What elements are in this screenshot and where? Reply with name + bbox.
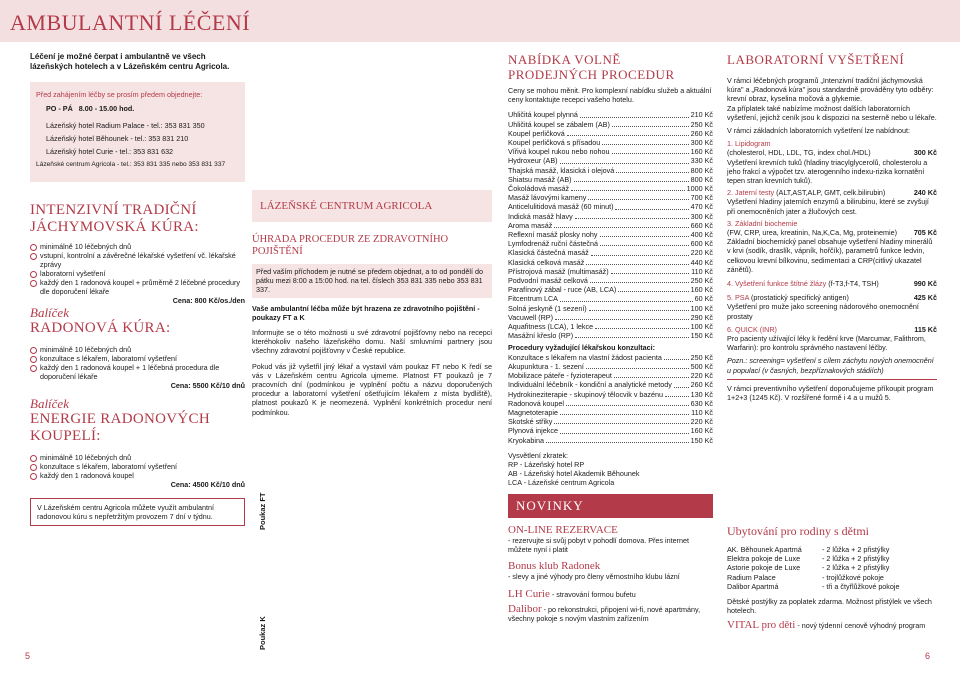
leader-dots bbox=[546, 436, 689, 443]
item-price: 210 Kč bbox=[690, 110, 713, 120]
balicek-label: Balíček bbox=[30, 305, 69, 321]
item-price: 220 Kč bbox=[690, 371, 713, 381]
heading-energie: ENERGIE RADONOVÝCH KOUPELÍ: bbox=[30, 411, 210, 445]
family-section bbox=[727, 524, 937, 631]
item-name: Hydrokineziterapie - skupinový tělocvik v bazénu bbox=[508, 389, 664, 399]
lab-box: V rámci preventivního vyšetření doporučujeme příkoupit program 1+2+3 (1245 Kč). V rozšířené formě i 4 a u mužů 5. bbox=[727, 379, 937, 402]
order-heading: Před zahájením léčby se prosím předem objednejte: bbox=[36, 90, 203, 99]
item-name: Solná jeskyně (1 sezení) bbox=[508, 303, 587, 313]
agricola-note: V Lázeňském centru Agricola můžete využít ambulantní radonovou kúru s nepřetržitým provozem 7 dní v týdnu. bbox=[30, 498, 245, 526]
item-name: Vacuwell (RP) bbox=[508, 312, 553, 322]
item-price: 660 Kč bbox=[690, 220, 713, 230]
item-name: Plynová injekce bbox=[508, 426, 558, 436]
item-price: 160 Kč bbox=[690, 285, 713, 295]
leader-dots bbox=[600, 230, 689, 237]
lab-5-price: 425 Kč bbox=[913, 293, 937, 303]
lab-1-price: 300 Kč bbox=[913, 148, 937, 158]
item-name: Uhličitá koupel se zábalem (AB) bbox=[508, 119, 610, 129]
doc-procedures-list bbox=[508, 353, 713, 445]
price-row bbox=[508, 331, 713, 340]
price-row bbox=[508, 313, 713, 322]
price-row bbox=[508, 399, 713, 408]
leader-dots bbox=[574, 175, 689, 182]
price-row bbox=[508, 248, 713, 257]
hotel-name: Astorie pokoje de Luxe bbox=[727, 563, 801, 573]
price-row bbox=[508, 426, 713, 435]
vital-heading: VITAL pro děti bbox=[727, 619, 796, 632]
abbr-heading: Vysvětlení zkratek: bbox=[508, 450, 569, 460]
lab-3-text: Základní biochemický panel obsahuje vyšetření hladiny minerálů v krvi (sodík, draslík, vápník, hořčík), parametrů funkce ledvin, celkovou krevní bílkovinu, sedimentaci a CRP(citlivý ukazatel zánětů). bbox=[727, 237, 933, 274]
price-row bbox=[508, 276, 713, 285]
hours-time: 8.00 - 15.00 hod. bbox=[78, 104, 135, 114]
lab-3-price: 705 Kč bbox=[913, 228, 937, 238]
paragraph-2: Pokud vás již vyšetřil jiný lékař a vystavil vám poukaz FT nebo K ředí se vás v Lázeňském centru Agricola ujmeme. Platnost FT poukazů je 7 pracovních dní (podmínkou je vyplnění počtu a názvu doporučených procedur a laboratorní vyšetření ošetřujícím lékařem z místa bydliště), platnost poukazů K je neomezená. Vyplnění konkrétních procedur není podmínkou. bbox=[252, 361, 492, 417]
heading-uhrada: ÚHRADA PROCEDUR ZE ZDRAVOTNÍHO POJIŠTĚNÍ bbox=[252, 234, 449, 257]
family-heading: Ubytování pro rodiny s dětmi bbox=[727, 524, 869, 538]
item-name: Skotské střiky bbox=[508, 417, 553, 427]
lab-2-text: Vyšetření hladiny jaterních enzymů a bilirubinu, které se zvyšují při onemocněních jater a žlučových cest. bbox=[727, 197, 929, 216]
lab-4-price: 990 Kč bbox=[913, 279, 937, 289]
lab-3-title: 3. Základní biochemie bbox=[727, 218, 798, 228]
news-1-text: - rezervujte si svůj pobyt v pohodlí domova. Přes internet můžete nyní i platit bbox=[508, 536, 689, 555]
price-row bbox=[508, 147, 713, 156]
lab-5-detail: (prostatický specifický antigen) bbox=[750, 293, 849, 303]
abbr-3: LCA - Lázeňské centrum Agricola bbox=[508, 478, 615, 488]
leader-dots bbox=[665, 390, 689, 397]
item-name: Přístrojová masáž (multimasáž) bbox=[508, 266, 609, 276]
price-row bbox=[508, 436, 713, 445]
list-item: vstupní, kontrolní a závěrečné lékařské vyšetření vč. lékařské zprávy bbox=[30, 251, 245, 269]
price-row bbox=[508, 417, 713, 426]
heading-procedures: NABÍDKA VOLNĚ PRODEJNÝCH PROCEDUR bbox=[508, 52, 675, 82]
item-price: 130 Kč bbox=[690, 389, 713, 399]
item-price: 250 Kč bbox=[690, 276, 713, 286]
price-row bbox=[508, 408, 713, 417]
item-price: 250 Kč bbox=[690, 119, 713, 129]
price-row bbox=[508, 212, 713, 221]
item-price: 250 Kč bbox=[690, 352, 713, 362]
list-item: každý den 1 radonová koupel + průměrně 2 léčebné procedury dle doporučení lékaře bbox=[30, 278, 245, 296]
price-row bbox=[508, 353, 713, 362]
news-1-heading: ON-LINE REZERVACE bbox=[508, 524, 618, 536]
lab-6-price: 115 Kč bbox=[914, 324, 937, 334]
family-row bbox=[727, 545, 937, 554]
item-price: 800 Kč bbox=[690, 165, 713, 175]
list-item: každý den 1 radonová koupel bbox=[30, 471, 245, 480]
price-row bbox=[508, 304, 713, 313]
leader-dots bbox=[618, 285, 688, 292]
list-item: konzultace s lékařem, laboratorní vyšetření bbox=[30, 462, 245, 471]
lab-3-detail: (FW, CRP, urea, kreatinin, Na,K,Ca, Mg, proteinemie) bbox=[727, 228, 898, 238]
price-row bbox=[508, 193, 713, 202]
leader-dots bbox=[560, 156, 689, 163]
price-row bbox=[508, 138, 713, 147]
leader-dots bbox=[575, 212, 689, 219]
item-name: Magnetoterapie bbox=[508, 407, 558, 417]
item-name: Radonová koupel bbox=[508, 398, 564, 408]
vital-text: - nový týdenní cenově výhodný program bbox=[797, 621, 926, 631]
leader-dots bbox=[674, 380, 689, 387]
price-row bbox=[508, 362, 713, 371]
news-2-heading: Bonus klub Radonek bbox=[508, 560, 601, 573]
leader-dots bbox=[560, 294, 693, 301]
price-row bbox=[508, 322, 713, 331]
lab-note: Pozn.: screening= vyšetření s cílem záchytu nových onemocnění u populací (v časných, bezpříznakových stádiích) bbox=[727, 356, 934, 375]
item-name: Vířivá koupel rukou nebo nohou bbox=[508, 147, 610, 157]
hotel-name: AK. Běhounek Apartmá bbox=[727, 545, 802, 554]
heading-radonova: RADONOVÁ KÚRA: bbox=[30, 320, 171, 337]
item-price: 400 Kč bbox=[690, 230, 713, 240]
leader-dots bbox=[560, 408, 689, 415]
heading-lab: LABORATORNÍ VYŠETŘENÍ bbox=[727, 52, 905, 67]
room-type: - 2 lůžka + 2 přistýlky bbox=[822, 554, 890, 564]
leader-dots bbox=[567, 129, 689, 136]
item-price: 500 Kč bbox=[690, 361, 713, 371]
list-item: minimálně 10 léčebných dnů bbox=[30, 345, 245, 354]
notice: Před vaším příchodem je nutné se předem objednat, a to od pondělí do pátku mezi 8:00 a 15:00 hod. na tel. číslech 353 831 335 nebo 353 831 337. bbox=[252, 264, 492, 298]
item-name: Hydroxeur (AB) bbox=[508, 156, 558, 166]
lab-4-detail: (f-T3,f-T4, TSH) bbox=[828, 279, 879, 289]
contact-1: Lázeňský hotel Radium Palace - tel.: 353 831 350 bbox=[46, 121, 205, 131]
bold-note: Vaše ambulantní léčba může být hrazena ze zdravotního pojištění - poukazy FT a K bbox=[252, 303, 480, 322]
list-item: laboratorní vyšetření bbox=[30, 269, 245, 278]
item-price: 100 Kč bbox=[690, 322, 713, 332]
leader-dots bbox=[554, 417, 688, 424]
item-name: Aquafitness (LCA), 1 lekce bbox=[508, 322, 594, 332]
column-procedures bbox=[508, 52, 713, 488]
leader-dots bbox=[588, 193, 688, 200]
leader-dots bbox=[554, 221, 688, 228]
price-row bbox=[508, 371, 713, 380]
item-price: 1000 Kč bbox=[686, 184, 713, 194]
lab-2-title: 2. Jaterní testy bbox=[727, 188, 775, 198]
item-price: 150 Kč bbox=[690, 331, 713, 341]
room-type: - 2 lůžka + 2 přistýlky bbox=[822, 563, 890, 573]
leader-dots bbox=[586, 258, 688, 265]
room-type: - trojlůžkové pokoje bbox=[822, 572, 884, 582]
lab-1-title: 1. Lipidogram bbox=[727, 139, 771, 149]
leader-dots bbox=[591, 248, 689, 255]
heading-intenzivni: INTENZIVNÍ TRADIČNÍ JÁCHYMOVSKÁ KÚRA: bbox=[30, 202, 199, 235]
leader-dots bbox=[611, 267, 690, 274]
price-row bbox=[508, 156, 713, 165]
price-row bbox=[508, 184, 713, 193]
leader-dots bbox=[590, 276, 689, 283]
lab-2-price: 240 Kč bbox=[913, 188, 937, 198]
family-list bbox=[727, 545, 937, 591]
procedures-intro: Ceny se mohou měnit. Pro komplexní nabídku služeb a aktuální ceny kontaktujte recepci vašeho hotelu. bbox=[508, 86, 712, 105]
price-row bbox=[508, 175, 713, 184]
column-ambulant bbox=[30, 52, 245, 526]
family-row bbox=[727, 582, 937, 591]
leader-dots bbox=[612, 147, 689, 154]
leader-dots bbox=[575, 331, 689, 338]
item-price: 220 Kč bbox=[690, 248, 713, 258]
item-name: Shiatsu masáž (AB) bbox=[508, 174, 572, 184]
news-3-text: - stravování formou bufetu bbox=[551, 589, 636, 599]
hotel-name: Elektra pokoje de Luxe bbox=[727, 554, 801, 564]
item-price: 150 Kč bbox=[690, 435, 713, 445]
news-bar: NOVINKY bbox=[508, 494, 713, 518]
list-item: minimálně 10 léčebných dnů bbox=[30, 242, 245, 251]
price-1: Cena: 800 Kč/os./den bbox=[172, 296, 245, 305]
leader-dots bbox=[616, 166, 688, 173]
item-name: Individuální léčebník - kondiční a analytické metody bbox=[508, 380, 672, 390]
lab-intro-3: V rámci základních laboratorních vyšetření lze nabídnout: bbox=[727, 126, 910, 136]
item-price: 700 Kč bbox=[690, 193, 713, 203]
leader-dots bbox=[664, 353, 689, 360]
poukaz-ft-label: Poukaz FT bbox=[258, 492, 267, 530]
item-price: 470 Kč bbox=[690, 202, 713, 212]
abbr-1: RP - Lázeňský hotel RP bbox=[508, 459, 585, 469]
price-row bbox=[508, 258, 713, 267]
price-row bbox=[508, 380, 713, 389]
item-name: Konzultace s lékařem na vlastní žádost pacienta bbox=[508, 352, 662, 362]
item-price: 290 Kč bbox=[690, 312, 713, 322]
contact-3: Lázeňský hotel Curie - tel.: 353 831 632 bbox=[46, 147, 174, 157]
contact-2: Lázeňský hotel Běhounek - tel.: 353 831 210 bbox=[46, 134, 189, 144]
news-section bbox=[508, 494, 713, 623]
leader-dots bbox=[615, 202, 688, 209]
leader-dots bbox=[612, 120, 689, 127]
item-name: Akupunktura - 1. sezení bbox=[508, 361, 584, 371]
leader-dots bbox=[600, 239, 689, 246]
price-row bbox=[508, 285, 713, 294]
item-price: 60 Kč bbox=[694, 294, 713, 304]
news-4-text: - po rekonstrukci, připojení wi-fi, nové apartmány, všechny pokoje s novým vlastním zařízením bbox=[508, 604, 701, 624]
column-lab bbox=[727, 52, 937, 402]
leader-dots bbox=[589, 304, 689, 311]
leader-dots bbox=[586, 362, 689, 369]
price-2: Cena: 5500 Kč/10 dnů bbox=[170, 381, 245, 391]
intro-text: Léčení je možné čerpat i ambulantně ve všech lázeňských hotelech a v Lázeňském centru Agricola. bbox=[30, 52, 230, 71]
item-name: Fitcentrum LCA bbox=[508, 294, 558, 304]
price-row bbox=[508, 239, 713, 248]
price-row bbox=[508, 221, 713, 230]
price-row bbox=[508, 129, 713, 138]
price-3: Cena: 4500 Kč/10 dnů bbox=[170, 480, 245, 490]
item-name: Reflexní masáž plosky nohy bbox=[508, 230, 598, 240]
leader-dots bbox=[560, 426, 689, 433]
item-name: Lymfodrenáž ruční částečná bbox=[508, 239, 599, 249]
price-row bbox=[508, 230, 713, 239]
hotel-name: Dalibor Apartmá bbox=[727, 581, 779, 591]
news-4-heading: Dalibor bbox=[508, 602, 542, 615]
lab-2-detail: (ALT,AST,ALP, GMT, celk.bilirubin) bbox=[776, 188, 886, 198]
price-row bbox=[508, 390, 713, 399]
item-name: Čokoládová masáž bbox=[508, 184, 570, 194]
paragraph-1: Informujte se o této možnosti u své zdravotní pojišťovny nebo na recepci kteréhokoliv našeho lázeňského domu. Naší smluvními partnery jsou všechny zdravotní pojišťovny v České republice. bbox=[252, 328, 492, 356]
item-price: 160 Kč bbox=[690, 147, 713, 157]
item-price: 300 Kč bbox=[690, 138, 713, 148]
leader-dots bbox=[580, 110, 689, 117]
item-price: 600 Kč bbox=[690, 239, 713, 249]
leader-dots bbox=[614, 371, 689, 378]
price-row bbox=[508, 267, 713, 276]
leader-dots bbox=[555, 313, 689, 320]
item-price: 440 Kč bbox=[690, 257, 713, 267]
lab-intro: V rámci léčebných programů „Intenzivní tradiční jáchymovská kúra" a „Radonová kúra" jsou standardně prováděny tyto odběry: krevní obraz, kyselina močová a glykemie. bbox=[727, 76, 934, 104]
procedures-list bbox=[508, 110, 713, 340]
order-box bbox=[30, 82, 245, 182]
item-price: 330 Kč bbox=[690, 156, 713, 166]
page-number-left: 5 bbox=[25, 651, 31, 661]
lab-1-text: Vyšetření krevních tuků (hladiny triacylglycerolů, cholesterolu a jeho frakcí a výpočet tzv. aterogenního indexu-rizika kornatění tepen stran krevních tuků). bbox=[727, 157, 928, 186]
lab-6-title: 6. QUICK (INR) bbox=[727, 324, 777, 334]
contact-4: Lázeňské centrum Agricola - tel.: 353 831 335 nebo 353 831 337 bbox=[36, 161, 226, 169]
lab-6-text: Pro pacienty užívající léky k ředění krve (Marcumar, Falithrom, Warfarin): pro kontrolu správného nastavení léčby. bbox=[727, 334, 926, 353]
leader-dots bbox=[602, 138, 688, 145]
item-name: Aroma masáž bbox=[508, 220, 553, 230]
item-name: Koupel perličková bbox=[508, 128, 565, 138]
family-row bbox=[727, 554, 937, 563]
leader-dots bbox=[595, 322, 689, 329]
price-row bbox=[508, 202, 713, 211]
item-name: Klasická celková masáž bbox=[508, 257, 585, 267]
list-item: minimálně 10 léčebných dnů bbox=[30, 453, 245, 462]
item-name: Uhličitá koupel plynná bbox=[508, 110, 578, 120]
item-name: Koupel perličková s přísadou bbox=[508, 138, 601, 148]
item-name: Indická masáž hlavy bbox=[508, 211, 573, 221]
item-price: 220 Kč bbox=[690, 417, 713, 427]
hours-day: PO - PÁ bbox=[46, 104, 73, 114]
news-2-text: - slevy a jiné výhody pro členy věrnostního klubu lázní bbox=[508, 572, 680, 582]
lab-1-detail: (cholesterol, HDL, LDL, TG, index chol./HDL) bbox=[727, 148, 871, 158]
item-price: 630 Kč bbox=[690, 398, 713, 408]
doc-heading: Procedury vyžadující lékařskou konzultaci: bbox=[508, 343, 655, 353]
poukaz-k-label: Poukaz K bbox=[258, 616, 267, 650]
item-name: Masážní křeslo (RP) bbox=[508, 331, 574, 341]
price-row bbox=[508, 110, 713, 119]
item-name: Anticelulitidová masáž (60 minut) bbox=[508, 202, 614, 212]
leader-dots bbox=[566, 399, 689, 406]
family-row bbox=[727, 573, 937, 582]
item-price: 260 Kč bbox=[690, 128, 713, 138]
family-row bbox=[727, 563, 937, 572]
item-price: 160 Kč bbox=[690, 426, 713, 436]
item-name: Masáž lávovými kameny bbox=[508, 193, 587, 203]
leader-dots bbox=[571, 184, 684, 191]
price-row bbox=[508, 294, 713, 303]
agricola-box: LÁZEŇSKÉ CENTRUM AGRICOLA bbox=[252, 190, 492, 222]
lab-intro-2: Za příplatek také nabízíme možnost dalších laboratorních vyšetření, jejichž ceník jsou k dispozici na sesterně nebo u lékaře. bbox=[727, 103, 937, 122]
item-price: 260 Kč bbox=[690, 380, 713, 390]
item-name: Podvodní masáž celková bbox=[508, 276, 588, 286]
item-name: Klasická částečná masáž bbox=[508, 248, 589, 258]
item-name: Parafínový zábal - ruce (AB, LCA) bbox=[508, 285, 617, 295]
page-title: AMBULANTNÍ LÉČENÍ bbox=[10, 10, 251, 35]
room-type: - 2 lůžka + 2 přistýlky bbox=[822, 545, 890, 554]
item-price: 800 Kč bbox=[690, 174, 713, 184]
room-type: - tři a čtyřlůžkové pokoje bbox=[822, 581, 900, 591]
item-price: 110 Kč bbox=[691, 266, 713, 276]
price-row bbox=[508, 120, 713, 129]
item-price: 110 Kč bbox=[691, 407, 713, 417]
list-item: konzultace s lékařem, laboratorní vyšetření bbox=[30, 354, 245, 363]
lab-5-title: 5. PSA bbox=[727, 293, 749, 303]
lab-4-title: 4. Vyšetření funkce štítné žlázy bbox=[727, 279, 827, 289]
balicek-label: Balíček bbox=[30, 396, 69, 412]
column-agricola bbox=[252, 190, 492, 417]
item-name: Mobilizace páteře - fyzioterapeut bbox=[508, 371, 612, 381]
hotel-name: Radium Palace bbox=[727, 572, 776, 582]
item-name: Thajská masáž, klasická i olejová bbox=[508, 165, 615, 175]
lab-5-text: Vyšetření pro muže jako screening nádorového onemocnění prostaty bbox=[727, 302, 919, 321]
item-name: Kryokabina bbox=[508, 435, 544, 445]
abbr-2: AB - Lázeňský hotel Akademik Běhounek bbox=[508, 469, 640, 479]
item-price: 300 Kč bbox=[690, 211, 713, 221]
news-3-heading: LH Curie bbox=[508, 587, 550, 600]
list-item: každý den 1 radonová koupel + 1 léčebná procedura dle doporučení lékaře bbox=[30, 363, 245, 381]
price-row bbox=[508, 166, 713, 175]
page-number-right: 6 bbox=[924, 651, 930, 661]
family-note: Dětské postýlky za poplatek zdarma. Možnost přistýlek ve všech hotelech. bbox=[727, 597, 932, 616]
item-price: 100 Kč bbox=[690, 303, 713, 313]
